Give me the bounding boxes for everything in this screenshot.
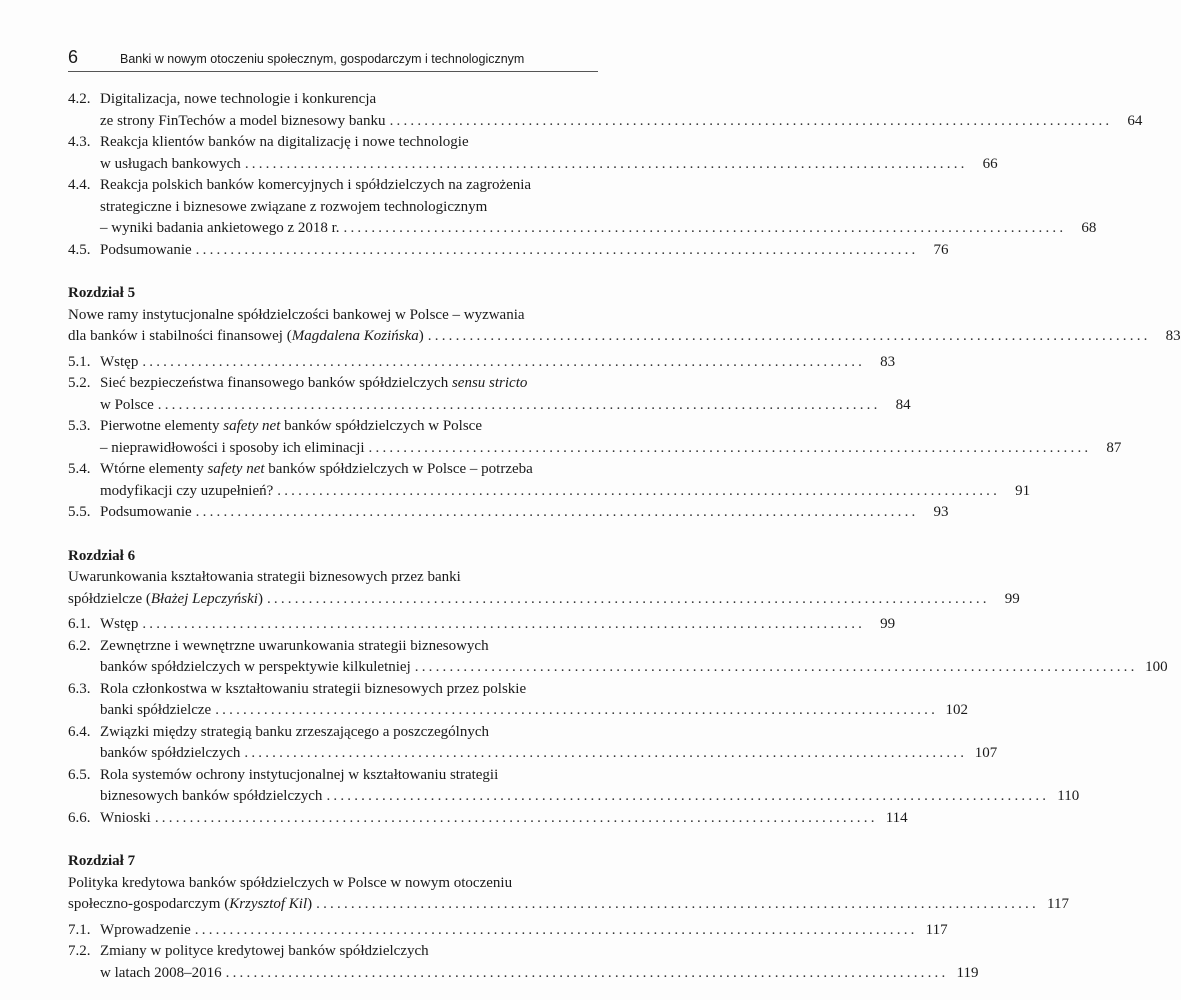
toc-entry	[68, 352, 896, 374]
entry-title-line: Podsumowanie	[100, 241, 192, 258]
entry-title-line: Związki między strategią banku zrzeszającego a poszczególnych	[100, 723, 489, 740]
chapter-author: Błażej Lepczyński	[150, 590, 258, 607]
chapter-title-close: )	[307, 896, 313, 912]
entry-title-line: banków spółdzielczych w perspektywie kilkuletniej	[100, 659, 411, 675]
entry-number: 6.2.	[68, 637, 91, 654]
toc-entry	[68, 416, 1122, 459]
toc-entry	[68, 722, 998, 765]
entry-page: 91	[1015, 482, 1031, 499]
entry-title-line: Wtórne elementy	[100, 461, 208, 477]
dot-leader: ........................................................................................................	[142, 616, 866, 632]
entry-title-line: Wstęp	[100, 616, 139, 632]
dot-leader: ........................................................................................................	[215, 702, 939, 718]
toc-entry	[68, 373, 911, 416]
entry-title-line: Sieć bezpieczeństwa finansowego banków spółdzielczych	[100, 375, 452, 391]
toc-entry	[68, 132, 998, 175]
dot-leader: ........................................................................................................	[244, 745, 968, 761]
entry-title-line: Reakcja polskich banków komercyjnych i spółdzielczych na zagrożenia	[100, 177, 532, 193]
toc-entry	[68, 459, 1031, 502]
entry-number: 4.4.	[68, 177, 91, 193]
running-title: Banki w nowym otoczeniu społecznym, gospodarczym i technologicznym	[120, 52, 525, 66]
toc-entry	[68, 240, 949, 262]
toc-entry	[68, 679, 969, 722]
entry-title-line: w latach 2008–2016	[100, 964, 222, 981]
entry-number: 5.3.	[68, 418, 91, 434]
entry-page: 102	[945, 702, 969, 718]
entry-title-line: banków spółdzielczych w Polsce	[280, 418, 482, 434]
entry-title-line: banków spółdzielczych	[100, 745, 241, 761]
entry-title-line: Podsumowanie	[100, 504, 192, 520]
entry-title-line: Digitalizacja, nowe technologie i konkurencja	[100, 91, 377, 107]
dot-leader: ........................................................................................................	[277, 482, 1001, 499]
entry-page: 117	[925, 921, 948, 938]
entry-title-line: – wyniki badania ankietowego z 2018 r.	[100, 220, 340, 236]
dot-leader: ........................................................................................................	[142, 353, 866, 370]
toc-entry	[68, 614, 896, 636]
chapter-title-close: )	[418, 328, 424, 344]
chapter-block	[68, 851, 1069, 984]
entry-page: 114	[885, 809, 908, 826]
toc-entry	[68, 89, 1143, 132]
dot-leader: ........................................................................................................	[225, 964, 949, 981]
entry-number: 5.5.	[68, 504, 91, 520]
entry-italic-term: sensu stricto	[451, 375, 528, 391]
entry-number: 7.1.	[68, 921, 91, 938]
chapter-block	[68, 546, 1168, 830]
entry-page: 87	[1106, 439, 1122, 456]
entry-title-line: – nieprawidłowości i sposoby ich eliminacji	[100, 439, 365, 456]
entry-italic-term: safety net	[207, 461, 265, 477]
entry-title-line: banków spółdzielczych w Polsce – potrzeba	[264, 461, 533, 477]
dot-leader: ........................................................................................................	[326, 788, 1050, 804]
dot-leader: ........................................................................................................	[414, 659, 1138, 675]
dot-leader: ........................................................................................................	[154, 809, 878, 826]
dot-leader: ........................................................................................................	[427, 328, 1151, 344]
chapter-page: 83	[1165, 328, 1181, 344]
chapter-title-line: Uwarunkowania kształtowania strategii biznesowych przez banki	[68, 569, 461, 585]
entry-title-line: Wnioski	[100, 809, 151, 826]
entry-number: 6.3.	[68, 680, 91, 697]
chapter-author: Krzysztof Kil	[229, 896, 308, 912]
dot-leader: ........................................................................................................	[195, 241, 919, 258]
chapter-author: Magdalena Kozińska	[291, 328, 419, 344]
entry-number: 6.5.	[68, 766, 91, 783]
toc-entry	[68, 502, 949, 524]
entry-page: 83	[880, 353, 896, 370]
chapter-page: 117	[1047, 896, 1069, 912]
entry-title-line: Rola członkostwa w kształtowaniu strategii biznesowych przez polskie	[100, 680, 527, 697]
page-number: 6	[68, 47, 79, 67]
toc-entry	[68, 920, 948, 942]
running-header	[68, 47, 598, 72]
entry-number: 6.1.	[68, 616, 91, 632]
entry-page: 93	[933, 504, 949, 520]
dot-leader: ........................................................................................................	[343, 220, 1067, 236]
entry-title-line: Reakcja klientów banków na digitalizację i nowe technologie	[100, 134, 469, 150]
toc-entry	[68, 175, 1097, 240]
entry-number: 4.2.	[68, 91, 91, 107]
chapter-title-close: )	[257, 590, 263, 607]
entry-title-line: Wstęp	[100, 353, 139, 370]
entry-title-line: w usługach bankowych	[100, 155, 241, 172]
entry-number: 4.5.	[68, 241, 91, 258]
entry-title-line: strategiczne i biznesowe związane z rozwojem technologicznym	[100, 198, 488, 215]
entry-title-line: modyfikacji czy uzupełnień?	[100, 482, 274, 499]
entry-title-line: Zmiany w polityce kredytowej banków spółdzielczych	[100, 943, 429, 959]
entry-page: 119	[956, 964, 979, 981]
dot-leader: ........................................................................................................	[195, 504, 919, 520]
entry-italic-term: safety net	[223, 418, 281, 434]
chapter-title-line: dla banków i stabilności finansowej (	[68, 328, 292, 344]
table-of-contents	[68, 89, 1181, 984]
dot-leader: ........................................................................................................	[368, 439, 1092, 456]
entry-page: 66	[982, 155, 998, 172]
entry-page: 64	[1127, 112, 1143, 129]
dot-leader: ........................................................................................................	[389, 112, 1113, 129]
entry-page: 68	[1081, 220, 1097, 236]
dot-leader: ........................................................................................................	[244, 155, 968, 172]
entry-number: 5.4.	[68, 461, 91, 477]
chapter-title-line: Polityka kredytowa banków spółdzielczych w Polsce w nowym otoczeniu	[68, 874, 513, 891]
entry-number: 7.2.	[68, 943, 91, 959]
toc-entry	[68, 636, 1168, 679]
dot-leader: ........................................................................................................	[157, 396, 881, 413]
toc-entry	[68, 808, 908, 830]
entry-title-line: Wprowadzenie	[100, 921, 191, 938]
entry-number: 6.4.	[68, 723, 91, 740]
chapter-heading: Rozdział 7	[68, 853, 136, 869]
entry-number: 6.6.	[68, 809, 91, 826]
entry-title-line: biznesowych banków spółdzielczych	[100, 788, 323, 804]
chapter-page: 99	[1004, 590, 1020, 607]
entry-title-line: Rola systemów ochrony instytucjonalnej w kształtowaniu strategii	[100, 766, 499, 783]
dot-leader: ........................................................................................................	[194, 921, 918, 938]
entry-title-line: Zewnętrzne i wewnętrzne uwarunkowania strategii biznesowych	[100, 637, 489, 654]
entry-title-line: ze strony FinTechów a model biznesowy banku	[100, 112, 386, 129]
entry-page: 110	[1057, 788, 1080, 804]
entry-page: 84	[895, 396, 911, 413]
entry-page: 107	[974, 745, 998, 761]
chapter-heading: Rozdział 6	[68, 547, 136, 564]
chapter-title-line: Nowe ramy instytucjonalne spółdzielczości bankowej w Polsce – wyzwania	[68, 306, 525, 323]
entry-title-line: Pierwotne elementy	[100, 418, 224, 434]
chapter-block	[68, 283, 1181, 524]
entry-title-line: banki spółdzielcze	[100, 702, 212, 718]
dot-leader: ........................................................................................................	[316, 896, 1039, 912]
toc-entry	[68, 765, 1080, 808]
chapter-title-line: spółdzielcze (	[68, 590, 151, 607]
entry-page: 99	[880, 616, 896, 632]
chapter-title-line: społeczno-gospodarczym (	[68, 896, 230, 912]
entry-number: 5.2.	[68, 375, 91, 391]
entry-number: 4.3.	[68, 134, 91, 150]
chapter-heading: Rozdział 5	[68, 285, 136, 301]
toc-entry	[68, 941, 979, 984]
entry-page: 100	[1145, 659, 1168, 675]
entry-number: 5.1.	[68, 353, 91, 370]
entry-title-line: w Polsce	[100, 396, 154, 413]
entry-page: 76	[933, 241, 949, 258]
dot-leader: ........................................................................................................	[266, 590, 990, 607]
